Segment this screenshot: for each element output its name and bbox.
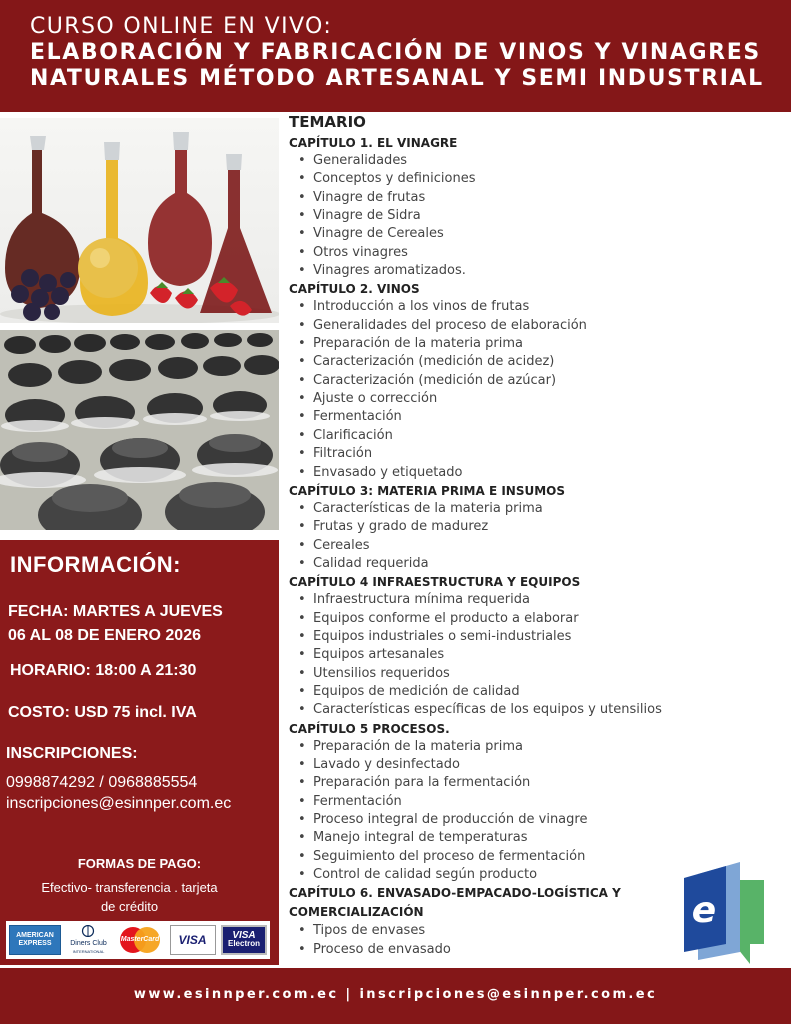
payment-cards-strip bbox=[6, 921, 270, 959]
fermentation-jars-photo bbox=[0, 330, 279, 530]
chapter-3-title: CAPÍTULO 3: MATERIA PRIMA E INSUMOS bbox=[289, 483, 566, 498]
list-item: • Caracterización (medición de azúcar) bbox=[289, 372, 784, 390]
list-item: • Caracterización (medición de acidez) bbox=[289, 353, 784, 371]
chapter-6-title-line-1: CAPÍTULO 6. ENVASADO-EMPACADO-LOGÍSTICA Y bbox=[289, 886, 621, 901]
header-line-1: CURSO ONLINE EN VIVO: bbox=[30, 14, 333, 39]
list-item: • Vinagre de Sidra bbox=[289, 207, 784, 225]
list-item: • Cereales bbox=[289, 537, 784, 555]
list-item: • Equipos conforme el producto a elaborar bbox=[289, 610, 784, 628]
mastercard-icon bbox=[116, 925, 164, 955]
chapter-2-list bbox=[289, 298, 784, 481]
footer-contact-links[interactable]: www.esinnper.com.ec | inscripciones@esinnper.com.ec bbox=[133, 987, 658, 1002]
chapter-6-title-line-2: COMERCIALIZACIÓN bbox=[289, 905, 424, 920]
list-item: • Seguimiento del proceso de fermentación bbox=[289, 848, 784, 866]
list-item: • Vinagre de Cereales bbox=[289, 225, 784, 243]
course-date bbox=[8, 600, 223, 648]
diners-club-icon bbox=[67, 925, 111, 955]
chapter-1-title: CAPÍTULO 1. EL VINAGRE bbox=[289, 136, 458, 150]
mastercard-label: MasterCard bbox=[120, 936, 160, 943]
list-item: • Infraestructura mínima requerida bbox=[289, 591, 784, 609]
list-item: • Vinagres aromatizados. bbox=[289, 262, 784, 280]
header-line-2: ELABORACIÓN Y FABRICACIÓN DE VINOS Y VINAGRES bbox=[30, 40, 761, 65]
list-item: • Características de la materia prima bbox=[289, 500, 784, 518]
list-item: • Manejo integral de temperaturas bbox=[289, 829, 784, 847]
list-item: • Tipos de envases bbox=[289, 922, 784, 940]
list-item: • Ajuste o corrección bbox=[289, 390, 784, 408]
payment-methods-line-1: Efectivo- transferencia . tarjeta bbox=[41, 880, 218, 895]
course-schedule: HORARIO: 18:00 A 21:30 bbox=[10, 662, 197, 679]
information-panel bbox=[0, 540, 279, 965]
list-item: • Equipos artesanales bbox=[289, 646, 784, 664]
esinnper-e-logo-icon bbox=[684, 856, 768, 968]
list-item: • Lavado y desinfectado bbox=[289, 756, 784, 774]
list-item: • Proceso integral de producción de vinagre bbox=[289, 811, 784, 829]
list-item: • Introducción a los vinos de frutas bbox=[289, 298, 784, 316]
vinegar-bottles-photo bbox=[0, 118, 279, 323]
amex-line-1: AMERICAN bbox=[16, 932, 54, 939]
diners-line-2: INTERNATIONAL bbox=[72, 948, 105, 954]
amex-card-icon bbox=[9, 925, 61, 955]
footer-banner bbox=[0, 968, 791, 1024]
registrations-label: INSCRIPCIONES: bbox=[6, 745, 138, 762]
list-item: • Envasado y etiquetado bbox=[289, 464, 784, 482]
diners-line-1: Diners Club bbox=[70, 939, 107, 947]
list-item: • Clarificación bbox=[289, 427, 784, 445]
esinnper-logo bbox=[684, 856, 768, 968]
contact-email[interactable]: inscripciones@esinnper.com.ec bbox=[6, 795, 232, 812]
course-date-range: 06 AL 08 DE ENERO 2026 bbox=[8, 627, 201, 644]
list-item: • Equipos industriales o semi-industriales bbox=[289, 628, 784, 646]
payment-methods-text bbox=[0, 878, 259, 916]
list-item: • Calidad requerida bbox=[289, 555, 784, 573]
list-item: • Vinagre de frutas bbox=[289, 189, 784, 207]
course-cost: COSTO: USD 75 incl. IVA bbox=[8, 704, 197, 721]
payment-methods-label: FORMAS DE PAGO: bbox=[77, 856, 202, 871]
list-item: • Generalidades del proceso de elaboración bbox=[289, 317, 784, 335]
list-item: • Control de calidad según producto bbox=[289, 866, 784, 884]
chapter-4-title: CAPÍTULO 4 INFRAESTRUCTURA Y EQUIPOS bbox=[289, 575, 581, 590]
header-banner bbox=[0, 0, 791, 112]
diners-circle-icon bbox=[81, 925, 95, 937]
list-item: • Equipos de medición de calidad bbox=[289, 683, 784, 701]
payment-methods-line-2: de crédito bbox=[100, 899, 159, 914]
chapter-5-title: CAPÍTULO 5 PROCESOS. bbox=[289, 721, 450, 736]
chapter-1-list bbox=[289, 152, 784, 280]
syllabus bbox=[289, 112, 784, 959]
chapter-3-list bbox=[289, 500, 784, 573]
visa-electron-icon bbox=[221, 925, 267, 955]
syllabus-title: TEMARIO bbox=[289, 113, 366, 131]
list-item: • Conceptos y definiciones bbox=[289, 170, 784, 188]
list-item: • Preparación para la fermentación bbox=[289, 774, 784, 792]
electron-line-1: VISA bbox=[232, 930, 256, 941]
list-item: • Otros vinagres bbox=[289, 244, 784, 262]
chapter-2-title: CAPÍTULO 2. VINOS bbox=[289, 282, 420, 297]
amex-line-2: EXPRESS bbox=[18, 940, 52, 947]
visa-card-icon: VISA bbox=[170, 925, 216, 955]
list-item: • Fermentación bbox=[289, 793, 784, 811]
list-item: • Preparación de la materia prima bbox=[289, 738, 784, 756]
fermentation-jars-illustration bbox=[0, 330, 279, 530]
list-item: • Utensilios requeridos bbox=[289, 665, 784, 683]
chapter-4-list bbox=[289, 591, 784, 719]
list-item: • Características específicas de los equipos y utensilios bbox=[289, 701, 784, 719]
list-item: • Filtración bbox=[289, 445, 784, 463]
list-item: • Proceso de envasado bbox=[289, 941, 784, 959]
header-line-3: NATURALES MÉTODO ARTESANAL Y SEMI INDUSTRIAL bbox=[30, 66, 764, 91]
svg-text:e: e bbox=[691, 890, 717, 931]
course-date-days: FECHA: MARTES A JUEVES bbox=[8, 603, 223, 620]
electron-line-2: Electron bbox=[227, 939, 260, 948]
list-item: • Frutas y grado de madurez bbox=[289, 518, 784, 536]
vinegar-bottles-illustration bbox=[0, 118, 279, 323]
contact-phones[interactable]: 0998874292 / 0968885554 bbox=[6, 774, 198, 791]
list-item: • Preparación de la materia prima bbox=[289, 335, 784, 353]
list-item: • Generalidades bbox=[289, 152, 784, 170]
info-title: INFORMACIÓN: bbox=[10, 552, 181, 577]
list-item: • Fermentación bbox=[289, 408, 784, 426]
